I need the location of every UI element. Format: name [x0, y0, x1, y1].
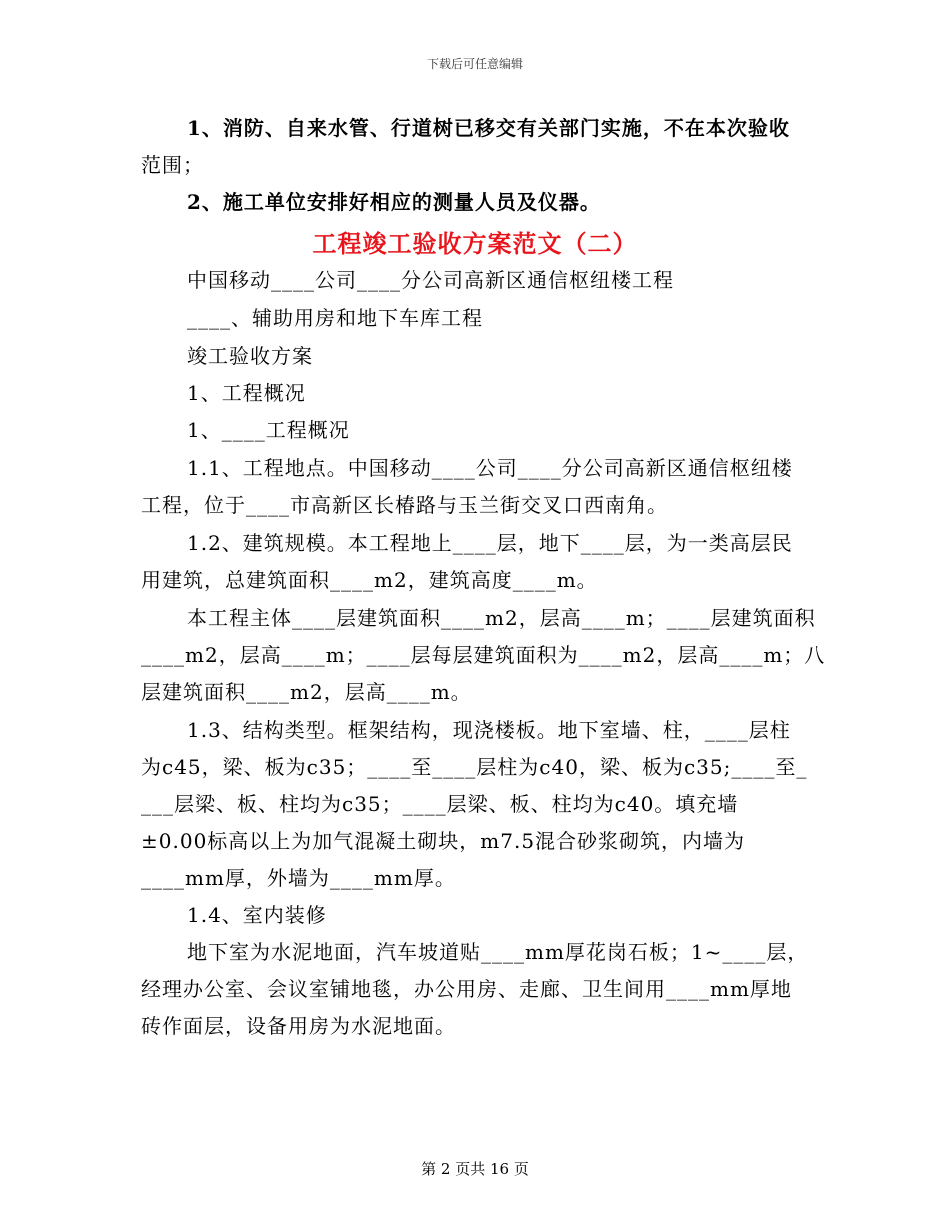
text-line: ____mm厚，外墙为____mm厚。: [141, 866, 456, 890]
page-footer: 第 2 页共 16 页: [421, 1160, 529, 1178]
text-line: 1、工程概况: [187, 381, 306, 405]
text-line: 用建筑，总建筑面积____m2，建筑高度____m。: [141, 568, 598, 592]
text-line: 2、施工单位安排好相应的测量人员及仪器。: [187, 190, 601, 214]
text-line: 为c45，梁、板为c35；____至____层柱为c40，梁、板为c35;____至_: [141, 755, 808, 779]
text-line: 中国移动____公司____分公司高新区通信枢纽楼工程: [187, 268, 674, 292]
text-line: 本工程主体____层建筑面积____m2，层高____m；____层建筑面积: [187, 606, 816, 630]
text-line: 经理办公室、会议室铺地毯，办公用房、走廊、卫生间用____mm厚地: [141, 977, 792, 1001]
text-line: 1、____工程概况: [187, 418, 350, 442]
text-line: 工程，位于____市高新区长椿路与玉兰街交叉口西南角。: [141, 493, 668, 517]
text-line: 1.3、结构类型。框架结构，现浇楼板。地下室墙、柱，____层柱: [187, 718, 791, 742]
text-line: 1.1、工程地点。中国移动____公司____分公司高新区通信枢纽楼: [187, 456, 793, 480]
section-title: 工程竣工验收方案范文（二）: [312, 230, 638, 258]
text-line: 层建筑面积____m2，层高____m。: [141, 680, 472, 704]
text-line: ___层梁、板、柱均为c35；____层梁、板、柱均为c40。填充墙: [141, 792, 739, 816]
text-line: ____、辅助用房和地下车库工程: [187, 306, 483, 330]
text-line: ____m2，层高____m；____层每层建筑面积为____m2，层高____m；八: [141, 643, 826, 667]
text-line: 1.2、建筑规模。本工程地上____层，地下____层，为一类高层民: [187, 531, 793, 555]
text-line: 竣工验收方案: [187, 344, 313, 368]
text-line: ±0.00标高以上为加气混凝土砌块，m7.5混合砂浆砌筑，内墙为: [141, 829, 746, 853]
page-header: 下载后可任意编辑: [426, 57, 523, 71]
text-line: 砖作面层，设备用房为水泥地面。: [141, 1014, 456, 1038]
text-line: 1.4、室内装修: [187, 903, 327, 927]
text-line: 地下室为水泥地面，汽车坡道贴____mm厚花岗石板；1~____层，: [187, 940, 809, 964]
text-line: 范围；: [141, 153, 204, 177]
text-line: 1、消防、自来水管、行道树已移交有关部门实施，不在本次验收: [187, 116, 790, 140]
